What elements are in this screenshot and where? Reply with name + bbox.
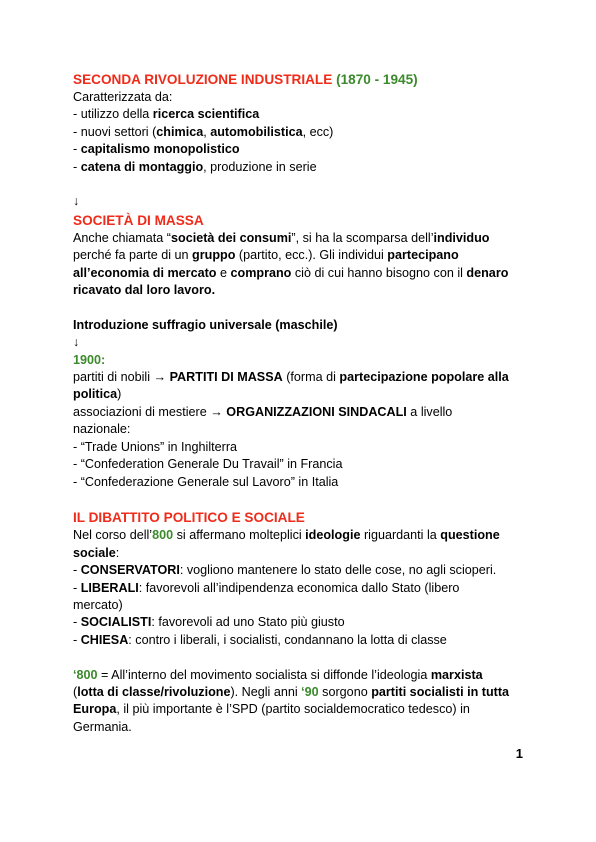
paragraph-line: nazionale: [73, 422, 131, 437]
text: - [73, 580, 81, 595]
bold-text: capitalismo monopolistico [80, 142, 240, 157]
paragraph-line [73, 404, 533, 421]
bullet-item [73, 159, 533, 176]
bold-text: SOCIALISTI [80, 615, 152, 630]
text: - [73, 632, 81, 647]
paragraph-line: mercato) [73, 597, 123, 612]
text: - [73, 615, 81, 630]
bold-text: lotta di classe/rivoluzione [77, 684, 231, 699]
bold-text: gruppo [192, 248, 236, 263]
bold-text: automobilistica [210, 124, 303, 139]
text: (forma di [282, 370, 340, 385]
bullet-item: - “Trade Unions” in Inghilterra [73, 439, 238, 454]
bold-text: Introduzione suffragio universale (maschile) [73, 317, 338, 332]
bold-text: politica [73, 387, 118, 402]
bold-text: comprano [230, 265, 292, 280]
spacer [73, 491, 533, 508]
bold-text: questione [440, 528, 500, 543]
text: ) [117, 387, 122, 402]
bold-text: marxista [430, 667, 483, 682]
spacer [73, 649, 533, 666]
text: , produzione in serie [203, 159, 317, 174]
paragraph-line [73, 545, 533, 562]
paragraph-line [73, 684, 533, 701]
bullet-item [73, 106, 533, 123]
section-heading-dibattito: IL DIBATTITO POLITICO E SOCIALE [73, 510, 305, 526]
bold-text: ideologie [305, 528, 361, 543]
paragraph-line [73, 701, 533, 718]
text: riguardanti la [360, 528, 441, 543]
paragraph-line: Germania. [73, 719, 132, 734]
bold-text: sociale [73, 545, 116, 560]
text: ). Negli anni [230, 684, 302, 699]
text: - [73, 563, 81, 578]
bullet-item [73, 141, 533, 158]
bold-text: CHIESA [80, 632, 129, 647]
text: ciò di cui hanno bisogno con il [291, 265, 467, 280]
text: , [203, 124, 211, 139]
spacer [73, 176, 533, 193]
down-arrow: ↓ [73, 194, 80, 209]
text: : vogliono mantenere lo stato delle cose, no agli scioperi. [179, 563, 497, 578]
bold-text: PARTITI DI MASSA [169, 370, 283, 385]
text: e [216, 265, 231, 280]
bold-text: partecipazione popolare alla [339, 370, 509, 385]
text: - utilizzo della [73, 107, 153, 122]
bold-text: partiti socialisti in tutta [371, 684, 510, 699]
paragraph-line: Caratterizzata da: [73, 90, 173, 104]
text: = All’interno del movimento socialista si diffonde l’ideologia [97, 667, 431, 682]
bullet-item [73, 580, 533, 597]
bold-text: LIBERALI [80, 580, 139, 595]
bullet-item: - “Confederation Generale Du Travail” in Francia [73, 457, 343, 472]
bullet-item [73, 124, 533, 141]
paragraph-line [73, 386, 533, 403]
paragraph-line [73, 247, 533, 264]
text: si affermano molteplici [173, 528, 306, 543]
paragraph-line [73, 527, 533, 544]
text: perché fa parte di un [73, 248, 193, 263]
year-label [73, 352, 533, 369]
spacer [73, 299, 533, 316]
bold-text: chimica [156, 124, 204, 139]
text: ”, si ha la scomparsa dell’ [291, 230, 434, 245]
down-arrow: ↓ [73, 335, 80, 350]
bold-text: denaro [466, 265, 509, 280]
section-heading-rivoluzione [73, 70, 533, 89]
text: Nel corso dell’ [73, 528, 153, 543]
paragraph-line [73, 230, 533, 247]
bold-text: CONSERVATORI [80, 563, 180, 578]
bullet-item: - “Confederazione Generale sul Lavoro” in Italia [73, 474, 339, 489]
bold-text: ORGANIZZAZIONI SINDACALI [226, 404, 407, 419]
paragraph-line [73, 667, 533, 684]
text: : [115, 545, 120, 560]
bullet-item [73, 562, 533, 579]
text: : favorevoli ad uno Stato più giusto [151, 615, 345, 630]
text: (partito, ecc.). Gli individui [235, 248, 388, 263]
text: : contro i liberali, i socialisti, condannano la lotta di classe [128, 632, 447, 647]
text: , il più importante è l’SPD (partito socialdemocratico tedesco) in [116, 702, 470, 717]
text: Anche chiamata “ [73, 230, 172, 245]
bold-text: ricerca scientifica [152, 107, 260, 122]
bold-text: all’economia di mercato [73, 265, 217, 280]
text: partiti di nobili → [73, 370, 170, 385]
bold-text: partecipano [387, 248, 459, 263]
bold-text: individuo [433, 230, 490, 245]
paragraph-line [73, 282, 533, 299]
bold-text: 1900: [73, 352, 106, 367]
bullet-item [73, 632, 533, 649]
bold-text: ricavato dal loro lavoro. [73, 283, 216, 298]
text: ( [73, 684, 78, 699]
text: : favorevoli all’indipendenza economica dallo Stato (libero [138, 580, 460, 595]
paragraph-line [73, 369, 533, 386]
heading-years: (1870 - 1945) [336, 72, 418, 87]
bold-text: società dei consumi [171, 230, 292, 245]
text: , ecc) [302, 124, 334, 139]
text: - [73, 159, 81, 174]
text: sorgono [318, 684, 372, 699]
text: - [73, 142, 81, 157]
bold-text: ‘90 [301, 684, 319, 699]
bold-text: Europa [73, 702, 117, 717]
page-number: 1 [515, 746, 523, 761]
paragraph-line [73, 317, 533, 334]
text: - nuovi settori ( [73, 124, 157, 139]
bold-text: ‘800 [73, 667, 98, 682]
text: a livello [406, 404, 453, 419]
bullet-item [73, 614, 533, 631]
text: associazioni di mestiere → [73, 404, 227, 419]
paragraph-line [73, 265, 533, 282]
heading-title: SECONDA RIVOLUZIONE INDUSTRIALE [73, 72, 333, 87]
section-heading-societa: SOCIETÀ DI MASSA [73, 212, 204, 228]
bold-text: 800 [152, 528, 174, 543]
bold-text: catena di montaggio [80, 159, 204, 174]
page-content [73, 70, 533, 736]
